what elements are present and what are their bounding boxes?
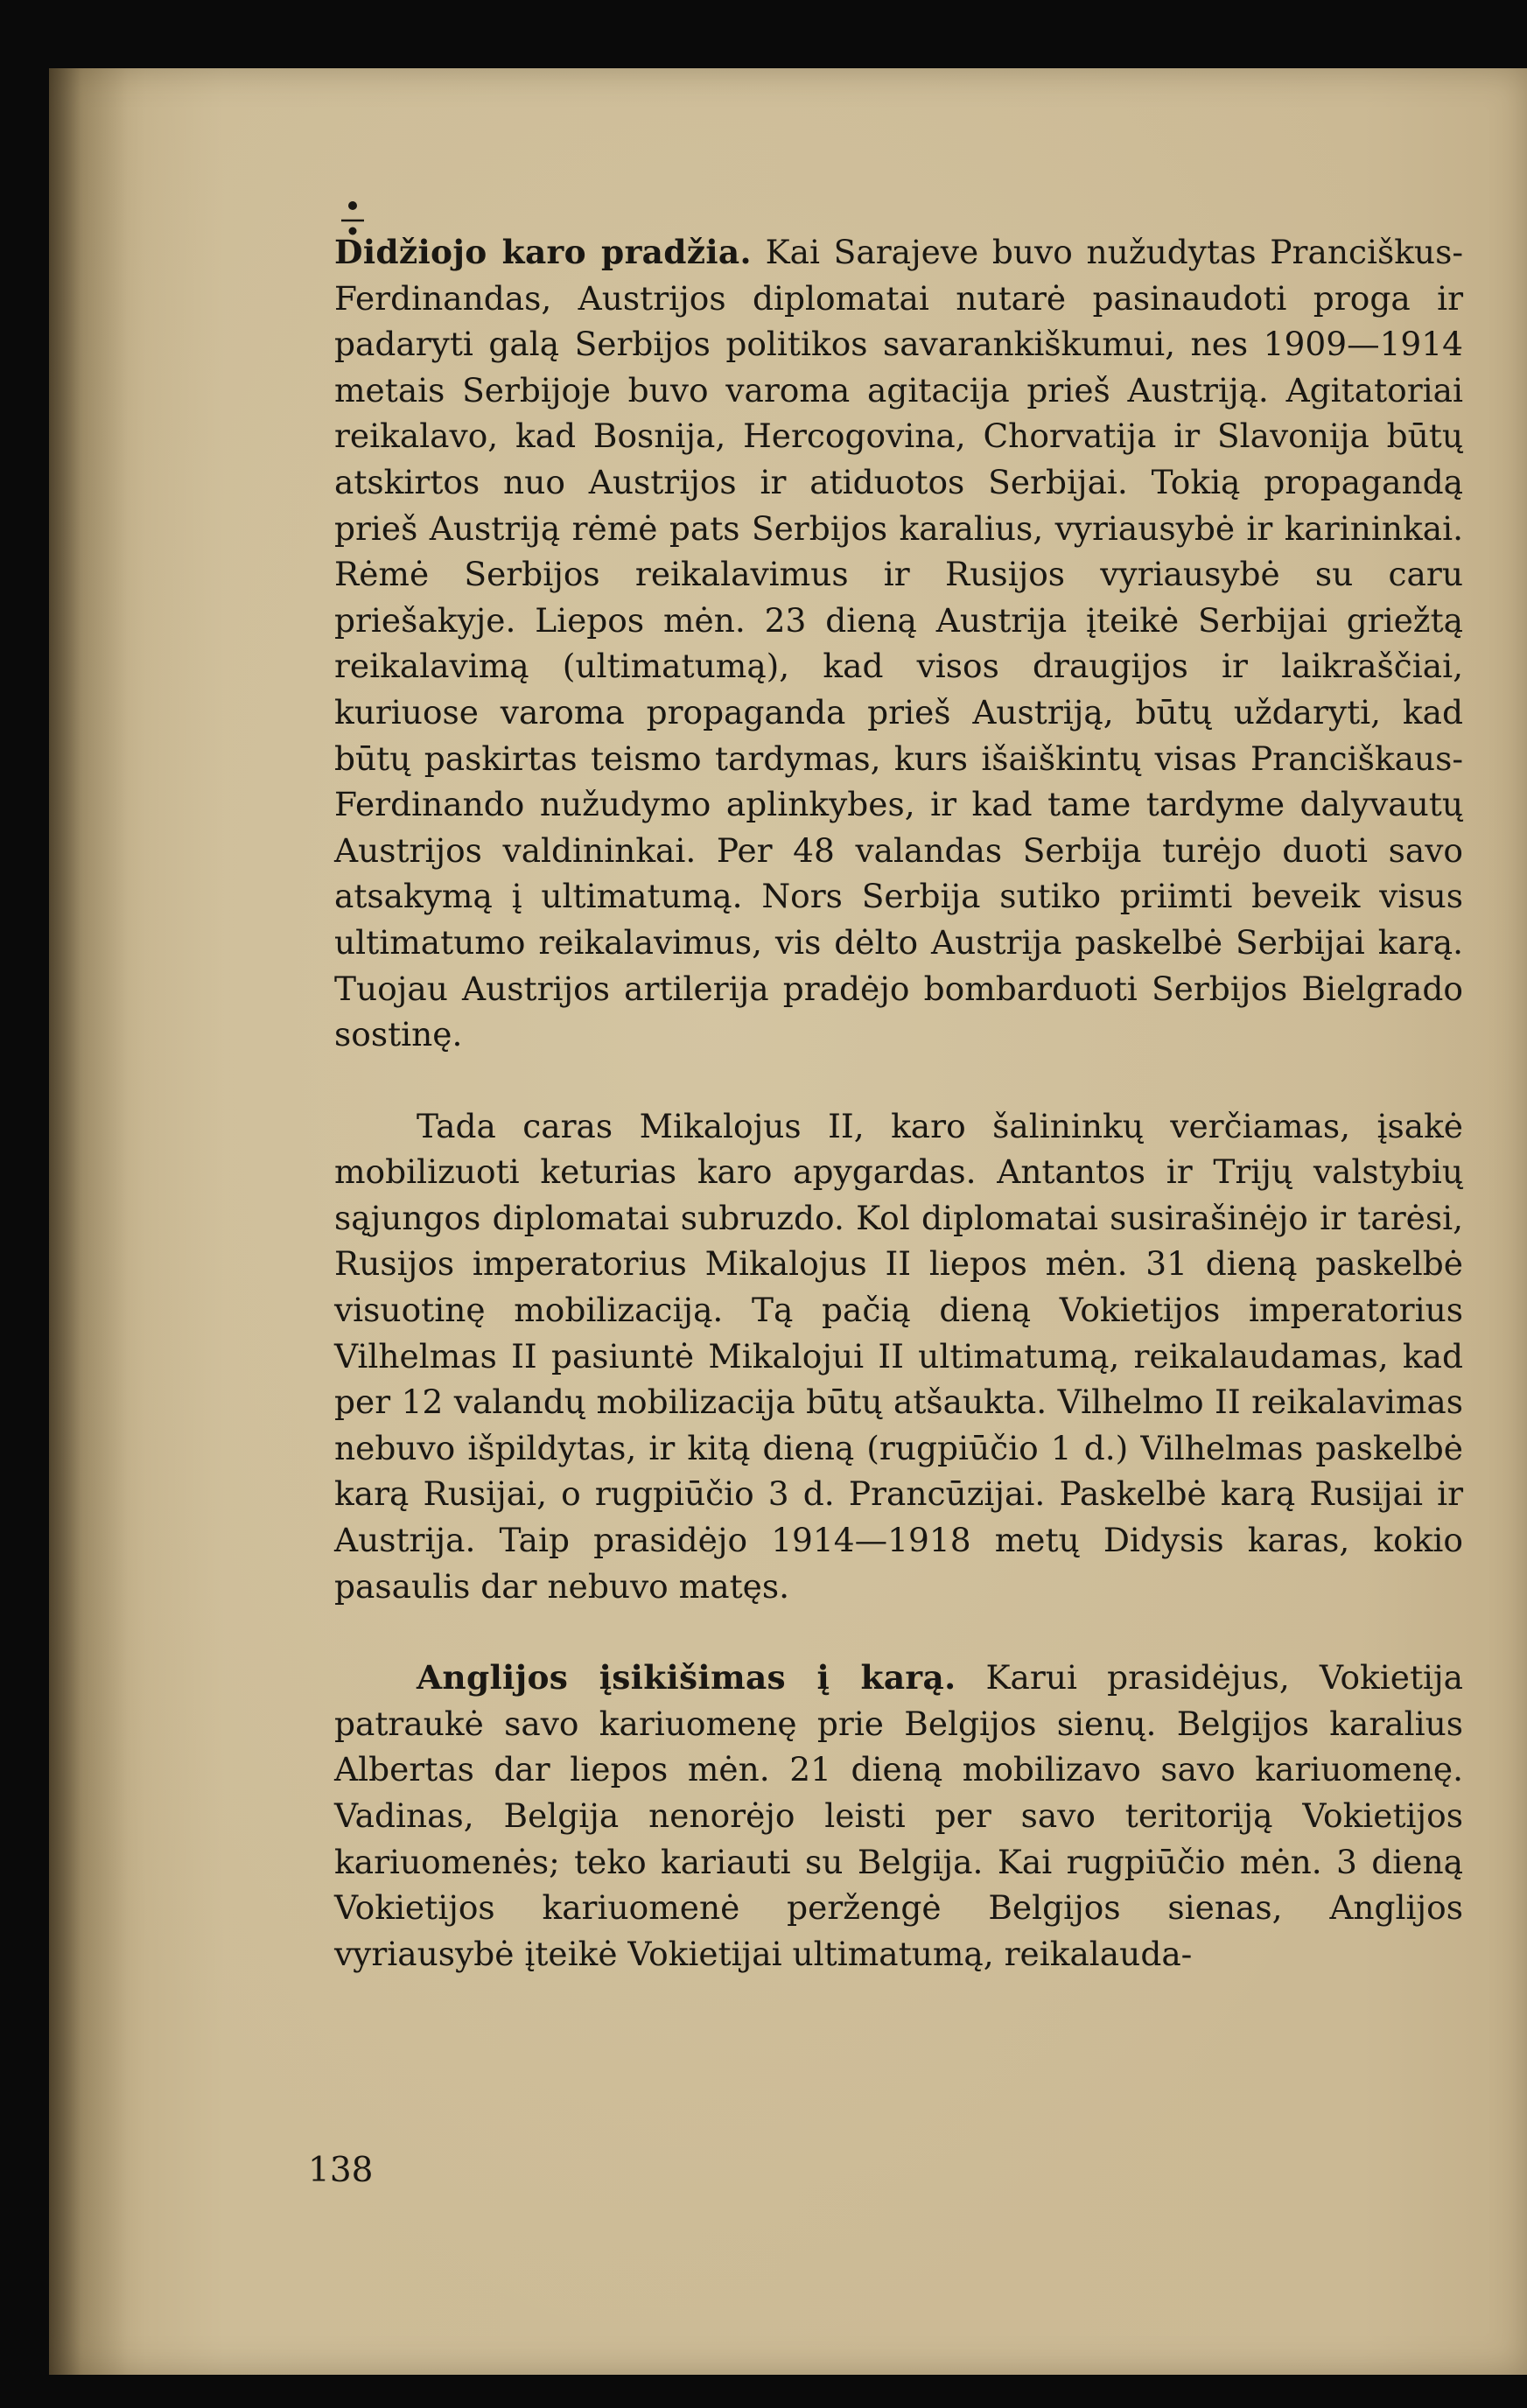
paragraph-war-beginning xyxy=(254,229,1463,1058)
page-body xyxy=(334,229,1463,1977)
section-heading-england-entry: Anglijos įsikišimas į karą. xyxy=(417,1658,956,1698)
paragraph-england-entry xyxy=(334,1655,1463,1977)
paragraph-text: Kai Sarajeve buvo nužudytas Pranciškus-Ferdinandas, Austrijos diplomatai nutarė pasinaudoti proga ir padaryti galą Serbijos politikos savarankiškumui, nes 1909—1914 metais Serbijoje buvo varoma agitacija prieš Austriją. Agitatoriai reikalavo, kad Bosnija, Hercogovina, Chorvatija ir Slavonija būtų atskirtos nuo Austrijos ir atiduotos Serbijai. Tokią propagandą prieš Austriją rėmė pats Serbijos karalius, vyriausybė ir karininkai. Rėmė Serbijos reikalavimus ir Rusijos vyriausybė su caru priešakyje. Liepos mėn. 23 dieną Austrija įteikė Serbijai griežtą reikalavimą (ultimatumą), kad visos draugijos ir laikraščiai, kuriuose varoma propaganda prieš Austriją, būtų uždaryti, kad būtų paskirtas teismo tardymas, kurs išaiškintų visas Pranciškaus-Ferdinando nužudymo aplinkybes, ir kad tame tardyme dalyvautų Austrijos valdininkai. Per 48 valandas Serbija turėjo duoti savo atsakymą į ultimatumą. Nors Serbija sutiko priimti beveik visus ultimatumo reikalavimus, vis dėlto Austrija paskelbė Serbijai karą. Tuojau Austrijos artilerija pradėjo bombarduoti Serbijos Bielgrado sostinę. xyxy=(334,233,1464,1054)
page-number: 138 xyxy=(308,2151,374,2190)
paragraph-text: Tada caras Mikalojus II, karo šalininkų verčiamas, įsakė mobilizuoti keturias karo apygardas. Antantos ir Trijų valstybių sąjungos diplomatai subruzdo. Kol diplomatai susirašinėjo ir tarėsi, Rusijos imperatorius Mikalojus II liepos mėn. 31 dieną paskelbė visuotinę mobilizaciją. Tą pačią dieną Vokietijos imperatorius Vilhelmas II pasiuntė Mikalojui II ultimatumą, reikalaudamas, kad per 12 valandų mobilizacija būtų atšaukta. Vilhelmo II reikalavimas nebuvo išpildytas, ir kitą dieną (rugpiūčio 1 d.) Vilhelmas paskelbė karą Rusijai, o rugpiūčio 3 d. Prancūzijai. Paskelbė karą Rusijai ir Austrija. Taip prasidėjo 1914—1918 metų Didysis karas, kokio pasaulis dar nebuvo matęs. xyxy=(334,1106,1463,1606)
section-heading-war-beginning: Didžiojo karo pradžia. xyxy=(334,233,752,271)
book-gutter-shadow xyxy=(49,68,128,2375)
paragraph-text: Karui prasidėjus, Vokietija patraukė savo kariuomenę prie Belgijos sienų. Belgijos karalius Albertas dar liepos mėn. 21 dieną mobilizavo savo kariuomenę. Vadinas, Belgija nenorėjo leisti per savo teritoriją Vokietijos kariuomenės; teko kariauti su Belgija. Kai rugpiūčio mėn. 3 dieną Vokietijos kariuomenė peržengė Belgijos sienas, Anglijos vyriausybė įteikė Vokietijai ultimatumą, reikalauda- xyxy=(334,1658,1464,1973)
paragraph-mobilization xyxy=(334,1103,1463,1610)
